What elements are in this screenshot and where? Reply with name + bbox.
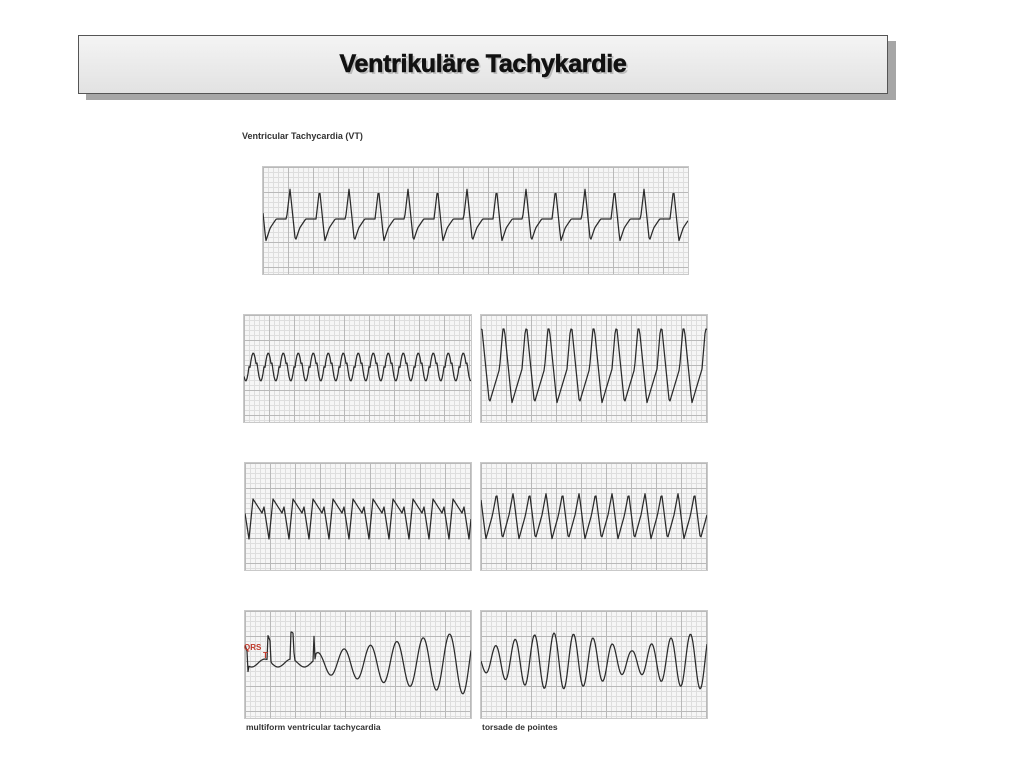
ecg-strip-multiform	[244, 610, 472, 719]
caption-multiform: multiform ventricular tachycardia	[246, 722, 381, 732]
ecg-strip-monomorphic	[262, 166, 689, 275]
ecg-strip-row3-left	[244, 462, 472, 571]
ecg-trace-torsade	[481, 611, 707, 718]
ecg-strip-torsade	[480, 610, 708, 719]
ecg-strip-row2-left	[243, 314, 472, 423]
figure-heading: Ventricular Tachycardia (VT)	[242, 131, 363, 141]
qrs-annotation: QRS	[244, 643, 262, 652]
ecg-strip-row3-right	[480, 462, 708, 571]
ecg-trace-multiform	[245, 611, 471, 718]
ecg-trace-row2-left	[244, 315, 471, 422]
slide-title: Ventrikuläre Tachykardie	[339, 50, 627, 78]
slide-title-box	[78, 35, 888, 94]
t-wave-annotation: T	[263, 651, 268, 660]
ecg-trace-monomorphic	[263, 167, 688, 274]
ecg-trace-row3-left	[245, 463, 471, 570]
ecg-trace-row2-right	[481, 315, 707, 422]
ecg-trace-row3-right	[481, 463, 707, 570]
caption-torsade: torsade de pointes	[482, 722, 558, 732]
ecg-strip-row2-right	[480, 314, 708, 423]
